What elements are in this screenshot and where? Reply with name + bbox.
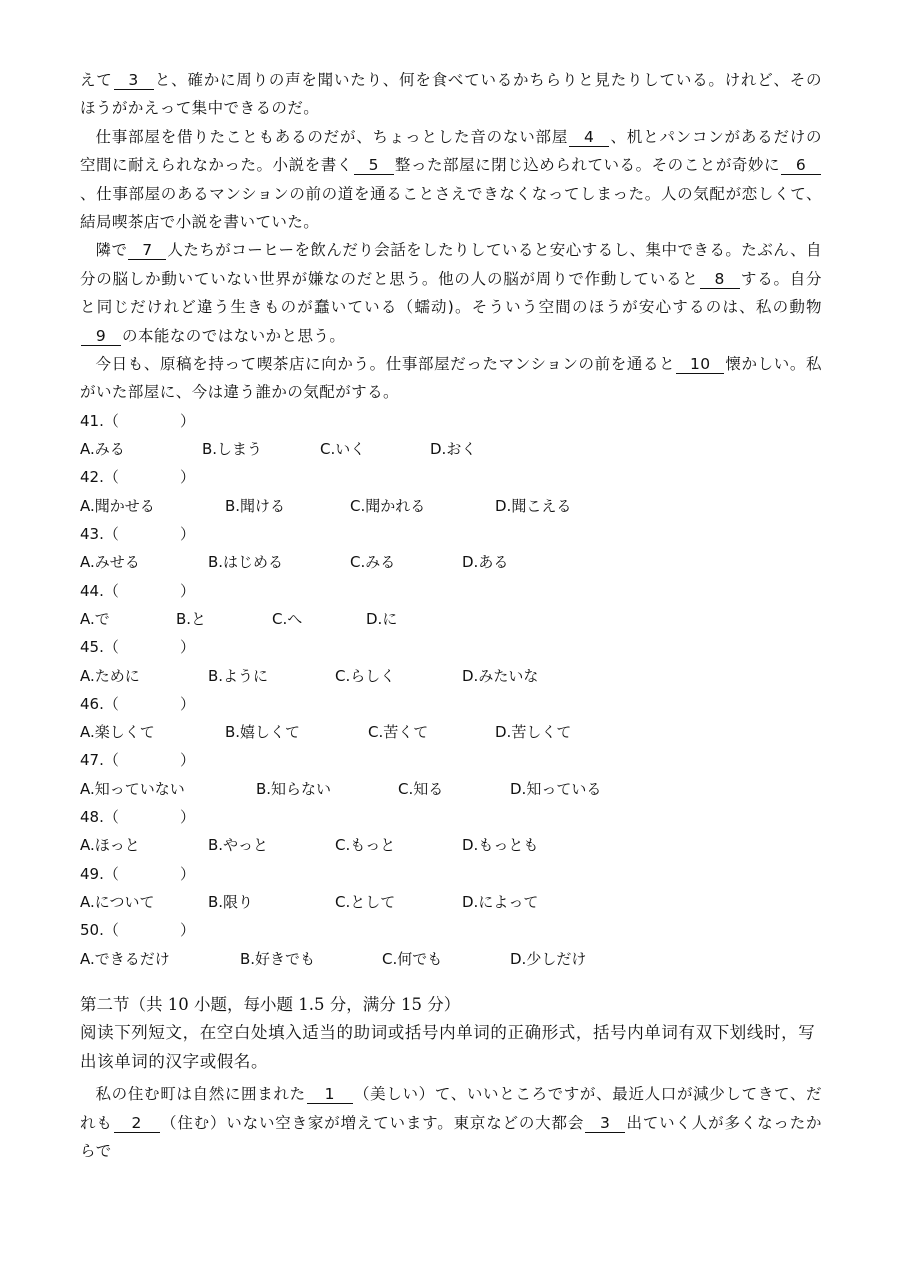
option-c[interactable]: C.聞かれる [350, 496, 426, 515]
option-c[interactable]: C.みる [350, 553, 396, 572]
option-c[interactable]: C.へ [272, 609, 303, 628]
option-b[interactable]: B.ように [208, 666, 269, 685]
passage-paragraph [80, 66, 822, 123]
option-row [80, 492, 822, 520]
option-c[interactable]: C.知る [398, 779, 444, 798]
option-row [80, 888, 822, 916]
option-c[interactable]: C.何でも [382, 949, 443, 968]
option-d[interactable]: D.みたいな [462, 666, 539, 685]
option-d[interactable]: D.少しだけ [510, 949, 587, 968]
passage-text: する。自分と同じだけれど違う生きものが蠢いている（蠕动)。そういう空間のほうが安心するのは、私の動物 [80, 269, 822, 317]
option-b[interactable]: B.好きでも [240, 949, 316, 968]
exam-page [80, 66, 822, 1166]
passage-text: と、確かに周りの声を聞いたり、何を食べているかちらりと見たりしている。けれど、そのほうがかえって集中できるのだ。 [80, 71, 822, 118]
passage-paragraph [80, 350, 822, 407]
option-d[interactable]: D.おく [430, 440, 477, 459]
blank-10[interactable]: 10 [676, 355, 724, 374]
question-number-row [80, 803, 822, 831]
passage-paragraph [80, 236, 822, 350]
option-row [80, 945, 822, 973]
question-number-row [80, 916, 822, 944]
option-a[interactable]: A.知っていない [80, 779, 185, 798]
option-d[interactable]: D.ある [462, 553, 509, 572]
question-number: 46.（ [80, 694, 119, 713]
option-b[interactable]: B.聞ける [225, 496, 286, 515]
passage-text: 、机とパンコンがあるだけの空間に耐えられなかった。小説を書く [80, 127, 822, 175]
option-a[interactable]: A.について [80, 892, 155, 911]
answer-paren[interactable]: ） [180, 864, 196, 883]
passage-text: 私の住む町は自然に囲まれた [95, 1085, 306, 1104]
question-number: 42.（ [80, 468, 119, 487]
question-number-row [80, 463, 822, 491]
option-row [80, 718, 822, 746]
question-number: 41.（ [80, 411, 119, 430]
blank-3[interactable]: 3 [114, 71, 154, 90]
question-number-row [80, 860, 822, 888]
question-number: 49.（ [80, 864, 119, 883]
passage-text: （住む）いない空き家が増えています。東京などの大都会 [160, 1113, 585, 1132]
option-row [80, 831, 822, 859]
option-b[interactable]: B.しまう [202, 440, 263, 459]
option-d[interactable]: D.知っている [510, 779, 602, 798]
question-number: 45.（ [80, 638, 119, 657]
question-number-row [80, 520, 822, 548]
answer-paren[interactable]: ） [180, 468, 196, 487]
blank-1[interactable]: 1 [307, 1085, 353, 1104]
option-row [80, 775, 822, 803]
answer-paren[interactable]: ） [180, 411, 196, 430]
option-d[interactable]: D.苦しくて [495, 723, 572, 742]
blank-9[interactable]: 9 [81, 327, 121, 346]
question-number: 43.（ [80, 525, 119, 544]
option-b[interactable]: B.と [176, 609, 207, 628]
question-number: 48.（ [80, 808, 119, 827]
question-number-row [80, 746, 822, 774]
option-a[interactable]: A.ために [80, 666, 140, 685]
option-a[interactable]: A.できるだけ [80, 949, 170, 968]
option-a[interactable]: A.ほっと [80, 836, 140, 855]
option-d[interactable]: D.もっとも [462, 836, 539, 855]
answer-paren[interactable]: ） [180, 921, 196, 940]
option-c[interactable]: C.もっと [335, 836, 396, 855]
blank-7[interactable]: 7 [128, 241, 166, 260]
blank-5[interactable]: 5 [354, 156, 394, 175]
option-c[interactable]: C.らしく [335, 666, 396, 685]
question-number: 47.（ [80, 751, 119, 770]
blank-8[interactable]: 8 [700, 270, 740, 289]
passage-text: えて [80, 71, 113, 89]
option-a[interactable]: A.みせる [80, 553, 140, 572]
passage-text: 整った部屋に閉じ込められている。そのことが奇妙に [394, 156, 780, 175]
passage-text: 、仕事部屋のあるマンションの前の道を通ることさえできなくなってしまった。人の気配が恋しくて、結局喫茶店で小説を書いていた。 [80, 184, 822, 232]
passage-text: （美しい）て、いいところですが、最近人口が減少してきて、だれも [80, 1085, 822, 1132]
passage-text: 人たちがコーヒーを飲んだり会話をしたりしていると安心するし、集中できる。たぶん、自分の脳しか動いていない世界が嫌なのだと思う。他の人の脳が周りで作動していると [80, 241, 822, 288]
passage-text: 出ていく人が多くなったからで [80, 1113, 822, 1161]
question-list [80, 407, 822, 973]
option-c[interactable]: C.苦くて [368, 723, 429, 742]
section-heading: 第二节（共 10 小题，每小题 1.5 分，满分 15 分） [80, 994, 461, 1014]
option-row [80, 435, 822, 463]
option-row [80, 548, 822, 576]
option-b[interactable]: B.知らない [256, 779, 332, 798]
answer-paren[interactable]: ） [180, 751, 196, 770]
question-number-row [80, 690, 822, 718]
blank-6[interactable]: 6 [781, 156, 821, 175]
question-number-row [80, 407, 822, 435]
passage-text: 懐かしい。私がいた部屋に、今は違う誰かの気配がする。 [80, 355, 822, 402]
answer-paren[interactable]: ） [180, 694, 196, 713]
answer-paren[interactable]: ） [180, 808, 196, 827]
question-number-row [80, 577, 822, 605]
answer-paren[interactable]: ） [180, 638, 196, 657]
section-two-paragraph [80, 1080, 822, 1165]
option-row [80, 605, 822, 633]
blank-4[interactable]: 4 [569, 128, 609, 147]
passage-text: 今日も、原稿を持って喫茶店に向かう。仕事部屋だったマンションの前を通ると [95, 355, 676, 374]
option-b[interactable]: B.はじめる [208, 553, 284, 572]
option-d[interactable]: D.に [366, 609, 398, 628]
option-row [80, 662, 822, 690]
option-b[interactable]: B.限り [208, 892, 254, 911]
answer-paren[interactable]: ） [180, 525, 196, 544]
option-a[interactable]: A.みる [80, 440, 125, 459]
passage-text: 隣で [95, 241, 128, 260]
option-d[interactable]: D.によって [462, 892, 539, 911]
question-number: 50.（ [80, 921, 119, 940]
option-d[interactable]: D.聞こえる [495, 496, 572, 515]
option-b[interactable]: B.やっと [208, 836, 269, 855]
passage-paragraph [80, 123, 822, 237]
blank-2[interactable]: 2 [114, 1114, 160, 1133]
blank-3[interactable]: 3 [585, 1114, 625, 1133]
passage-text: 仕事部屋を借りたこともあるのだが、ちょっとした音のない部屋 [95, 127, 569, 146]
section-two [80, 991, 822, 1166]
option-b[interactable]: B.嬉しくて [225, 723, 301, 742]
reading-passage [80, 66, 822, 407]
question-number-row [80, 633, 822, 661]
passage-text: の本能なのではないかと思う。 [122, 326, 346, 345]
option-c[interactable]: C.として [335, 892, 396, 911]
section-instruction: 阅读下列短文，在空白处填入适当的助词或括号内单词的正确形式，括号内单词有双下划线时，写出该单词的汉字或假名。 [80, 1022, 816, 1071]
option-c[interactable]: C.いく [320, 440, 366, 459]
option-a[interactable]: A.聞かせる [80, 496, 155, 515]
option-a[interactable]: A.で [80, 609, 110, 628]
question-number: 44.（ [80, 581, 119, 600]
answer-paren[interactable]: ） [180, 581, 196, 600]
option-a[interactable]: A.楽しくて [80, 723, 155, 742]
